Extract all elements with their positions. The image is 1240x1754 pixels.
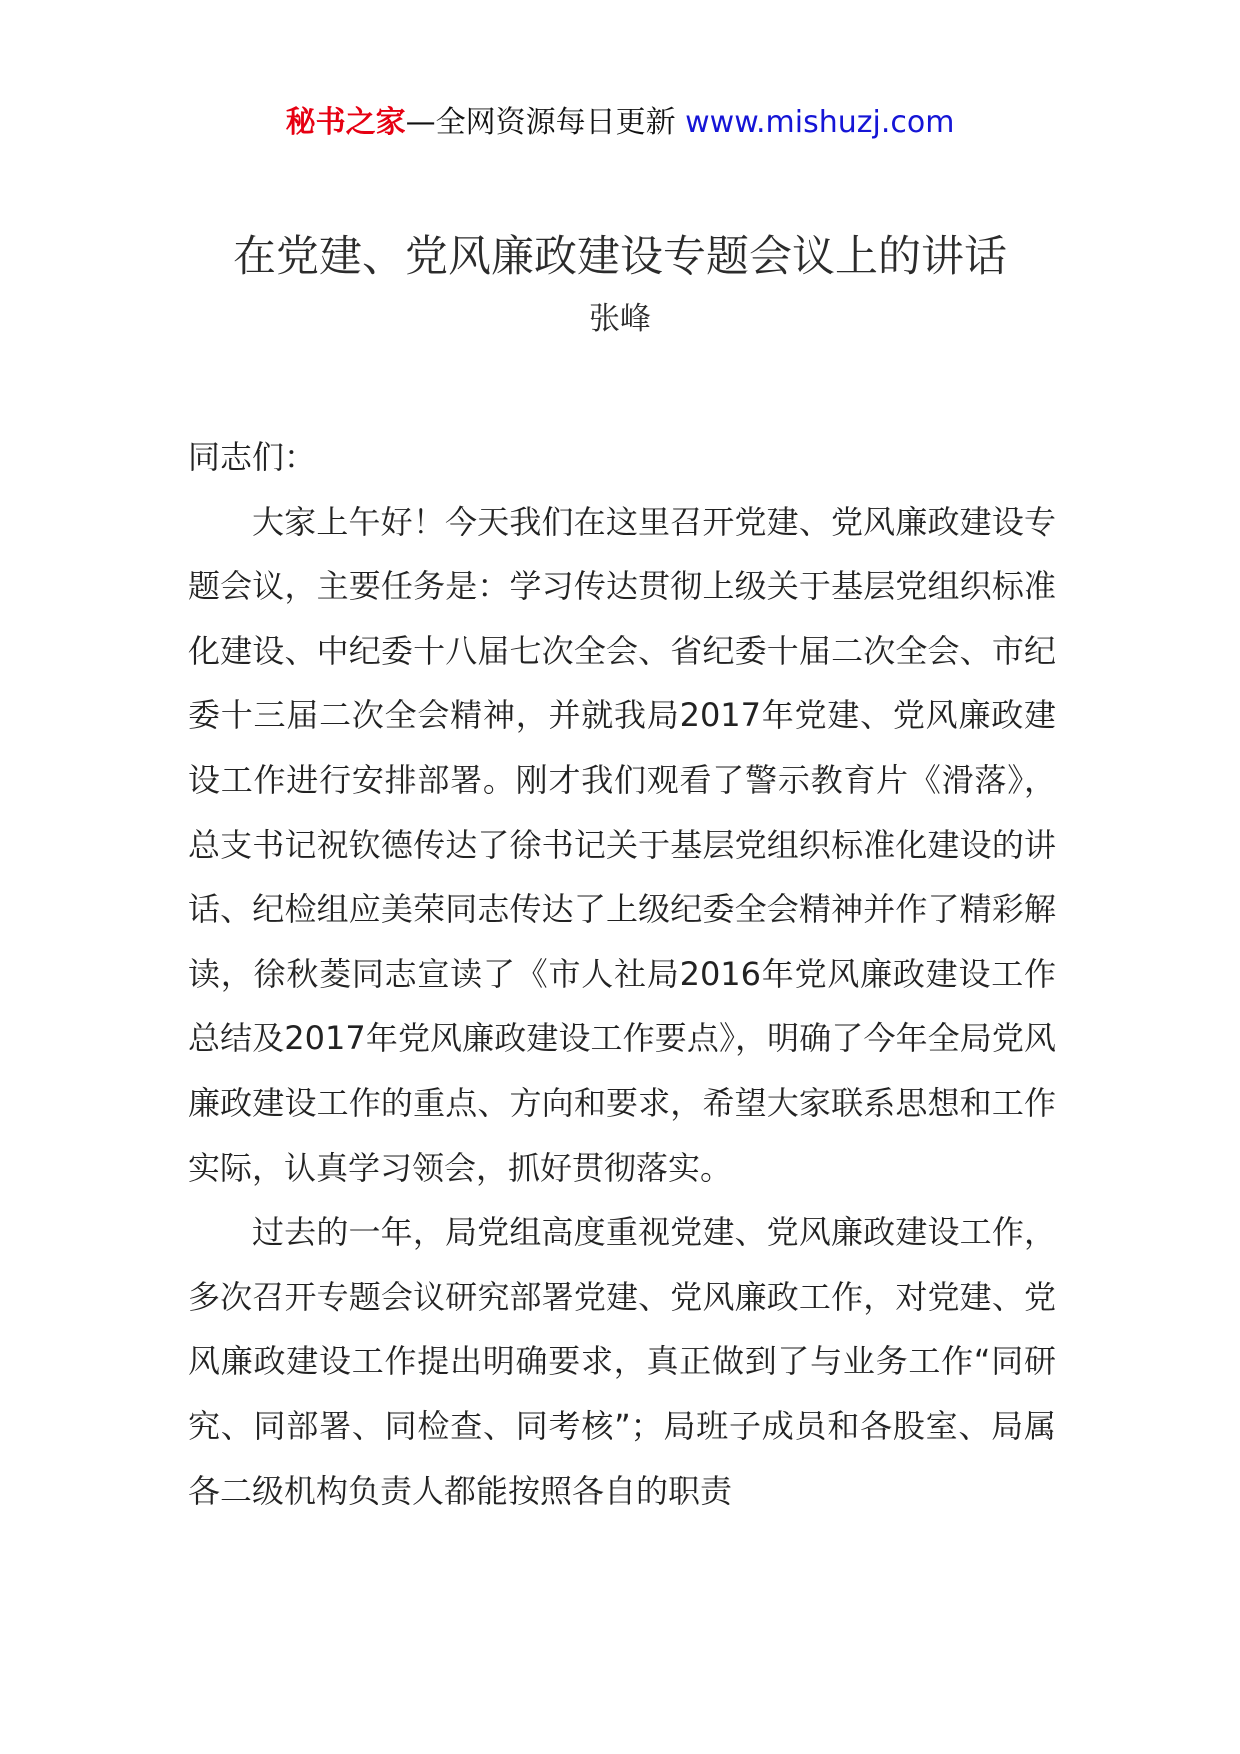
body-paragraph-1: 大家上午好！今天我们在这里召开党建、党风廉政建设专题会议，主要任务是：学习传达贯彻上级关于基层党组织标准化建设、中纪委十八届七次全会、省纪委十届二次全会、市纪委十三届二次全会精神，并就我局2017年党建、党风廉政建设工作进行安排部署。刚才我们观看了警示教育片《滑落》，总支书记祝钦德传达了徐书记关于基层党组织标准化建设的讲话、纪检组应美荣同志传达了上级纪委全会精神并作了精彩解读，徐秋菱同志宣读了《市人社局2016年党风廉政建设工作总结及2017年党风廉政建设工作要点》，明确了今年全局党风廉政建设工作的重点、方向和要求，希望大家联系思想和工作实际，认真学习领会，抓好贯彻落实。 bbox=[188, 502, 1056, 1187]
site-brand: 秘书之家 bbox=[285, 105, 406, 140]
site-url-link[interactable]: www.mishuzj.com bbox=[685, 105, 955, 140]
document-author: 张峰 bbox=[589, 301, 651, 337]
site-slogan: —全网资源每日更新 bbox=[405, 105, 676, 140]
document-body bbox=[188, 425, 1056, 1523]
body-paragraph-2: 过去的一年，局党组高度重视党建、党风廉政建设工作，多次召开专题会议研究部署党建、党风廉政工作，对党建、党风廉政建设工作提出明确要求，真正做到了与业务工作“同研究、同部署、同检查、同考核”；局班子成员和各股室、局属各二级机构负责人都能按照各自的职责 bbox=[188, 1213, 1056, 1510]
site-banner bbox=[0, 100, 1240, 146]
salutation: 同志们： bbox=[188, 438, 317, 476]
document-title: 在党建、党风廉政建设专题会议上的讲话 bbox=[233, 232, 1007, 282]
